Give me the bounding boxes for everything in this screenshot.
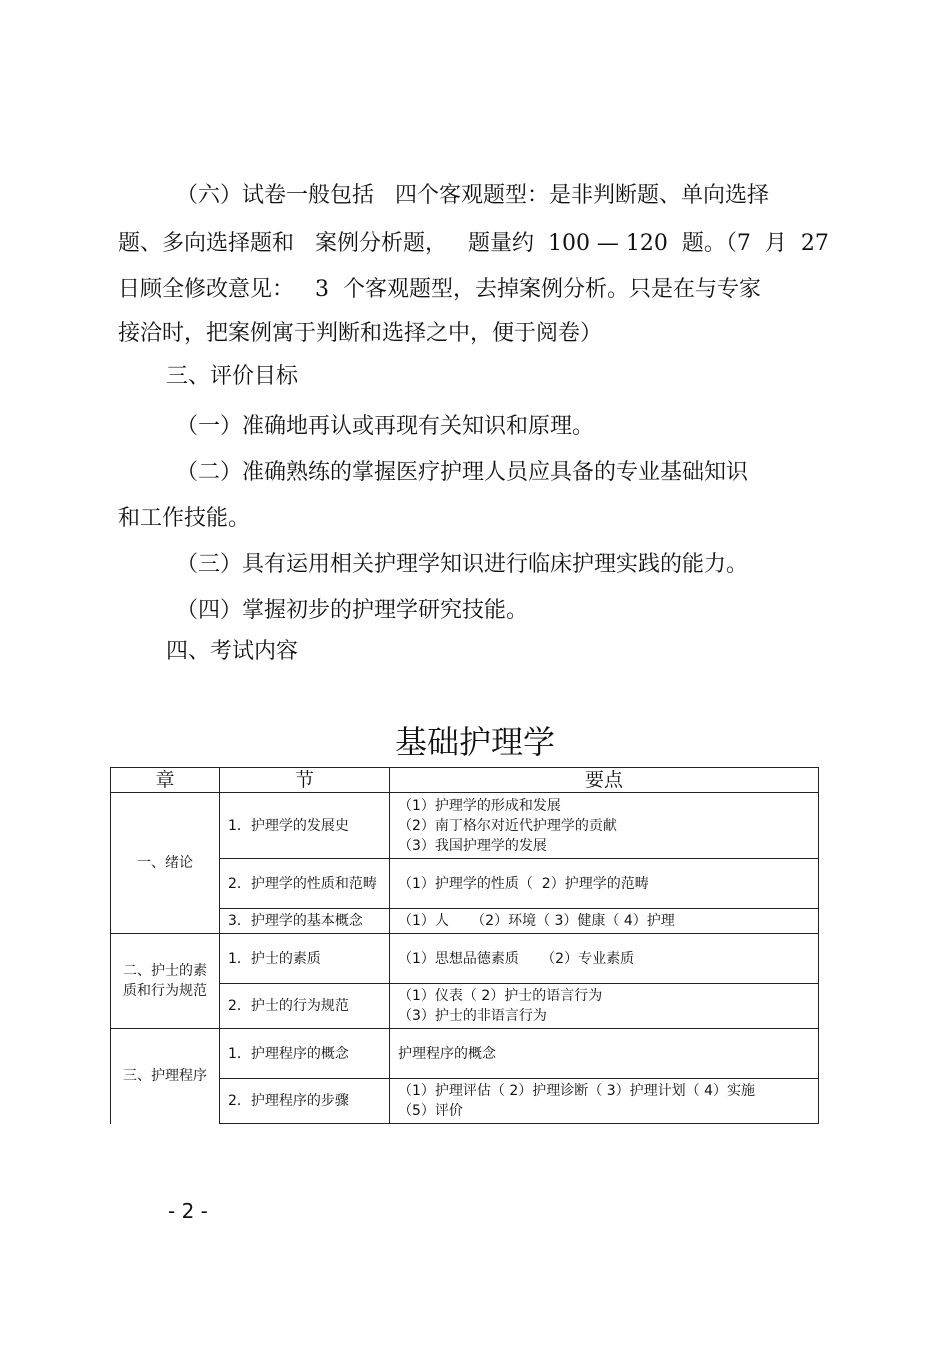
section-cell: 1．护理程序的概念	[220, 1029, 390, 1079]
header-chapter: 章	[111, 768, 220, 793]
paragraph-line: （三）具有运用相关护理学知识进行临床护理实践的能力。	[176, 552, 749, 577]
section-cell: 2．护理学的性质和范畴	[220, 859, 390, 909]
paragraph-line: （一）准确地再认或再现有关知识和原理。	[176, 414, 595, 439]
table-row	[111, 934, 819, 984]
table-row	[111, 1029, 819, 1079]
point-item: （1）仪表（ 2）护士的语言行为	[398, 988, 603, 1004]
paragraph-line: 题、多向选择题和 案例分析题， 题量约 100 — 120 题。（7 月 27	[118, 231, 829, 256]
section-cell: 3．护理学的基本概念	[220, 909, 390, 934]
point-item: 护理程序的概念	[398, 1045, 496, 1062]
header-section: 节	[220, 768, 390, 793]
points-cell	[390, 1029, 819, 1079]
page-number: - 2 -	[168, 1199, 208, 1223]
section-heading: 四、考试内容	[166, 639, 299, 664]
point-item: （1）护理学的性质（ 2）护理学的范畴	[398, 875, 649, 892]
chapter-cell: 一、绪论	[111, 793, 220, 934]
point-item: （5）评价	[398, 1103, 463, 1119]
point-item: （1）思想品德素质 （2）专业素质	[398, 950, 635, 967]
point-item: （1）护理评估（ 2）护理诊断（ 3）护理计划（ 4）实施	[398, 1083, 755, 1099]
paragraph-line: （四）掌握初步的护理学研究技能。	[176, 598, 529, 623]
point-item: （1）人 （2）环境（ 3）健康（ 4）护理	[398, 913, 675, 929]
points-cell	[390, 793, 819, 859]
table-title: 基础护理学	[394, 723, 555, 761]
points-cell	[390, 934, 819, 984]
header-points: 要点	[390, 768, 819, 793]
table-row	[111, 793, 819, 859]
paragraph-line: （二）准确熟练的掌握医疗护理人员应具备的专业基础知识	[176, 460, 749, 485]
paragraph-line: （六）试卷一般包括 四个客观题型：是非判断题、单向选择	[176, 183, 769, 208]
point-item: （2）南丁格尔对近代护理学的贡献	[398, 817, 617, 834]
section-cell: 1．护士的素质	[220, 934, 390, 984]
points-cell	[390, 984, 819, 1029]
chapter-cell: 三、护理程序	[111, 1029, 220, 1124]
points-cell	[390, 859, 819, 909]
points-cell	[390, 1079, 819, 1124]
points-cell	[390, 909, 819, 934]
section-cell: 1．护理学的发展史	[220, 793, 390, 859]
paragraph-line: 接洽时，把案例寓于判断和选择之中，便于阅卷）	[118, 321, 603, 346]
paragraph-line: 和工作技能。	[118, 506, 251, 531]
table-header-row	[111, 768, 819, 793]
section-heading: 三、评价目标	[166, 364, 299, 389]
point-item: （3）我国护理学的发展	[398, 837, 547, 854]
content-table	[110, 767, 819, 1124]
section-cell: 2．护士的行为规范	[220, 984, 390, 1029]
point-item: （3）护士的非语言行为	[398, 1008, 547, 1024]
section-cell: 2．护理程序的步骤	[220, 1079, 390, 1124]
chapter-cell: 二、护士的素质和行为规范	[111, 934, 220, 1029]
point-item: （1）护理学的形成和发展	[398, 797, 561, 814]
paragraph-line: 日顾全修改意见： 3 个客观题型，去掉案例分析。只是在与专家	[118, 277, 761, 302]
